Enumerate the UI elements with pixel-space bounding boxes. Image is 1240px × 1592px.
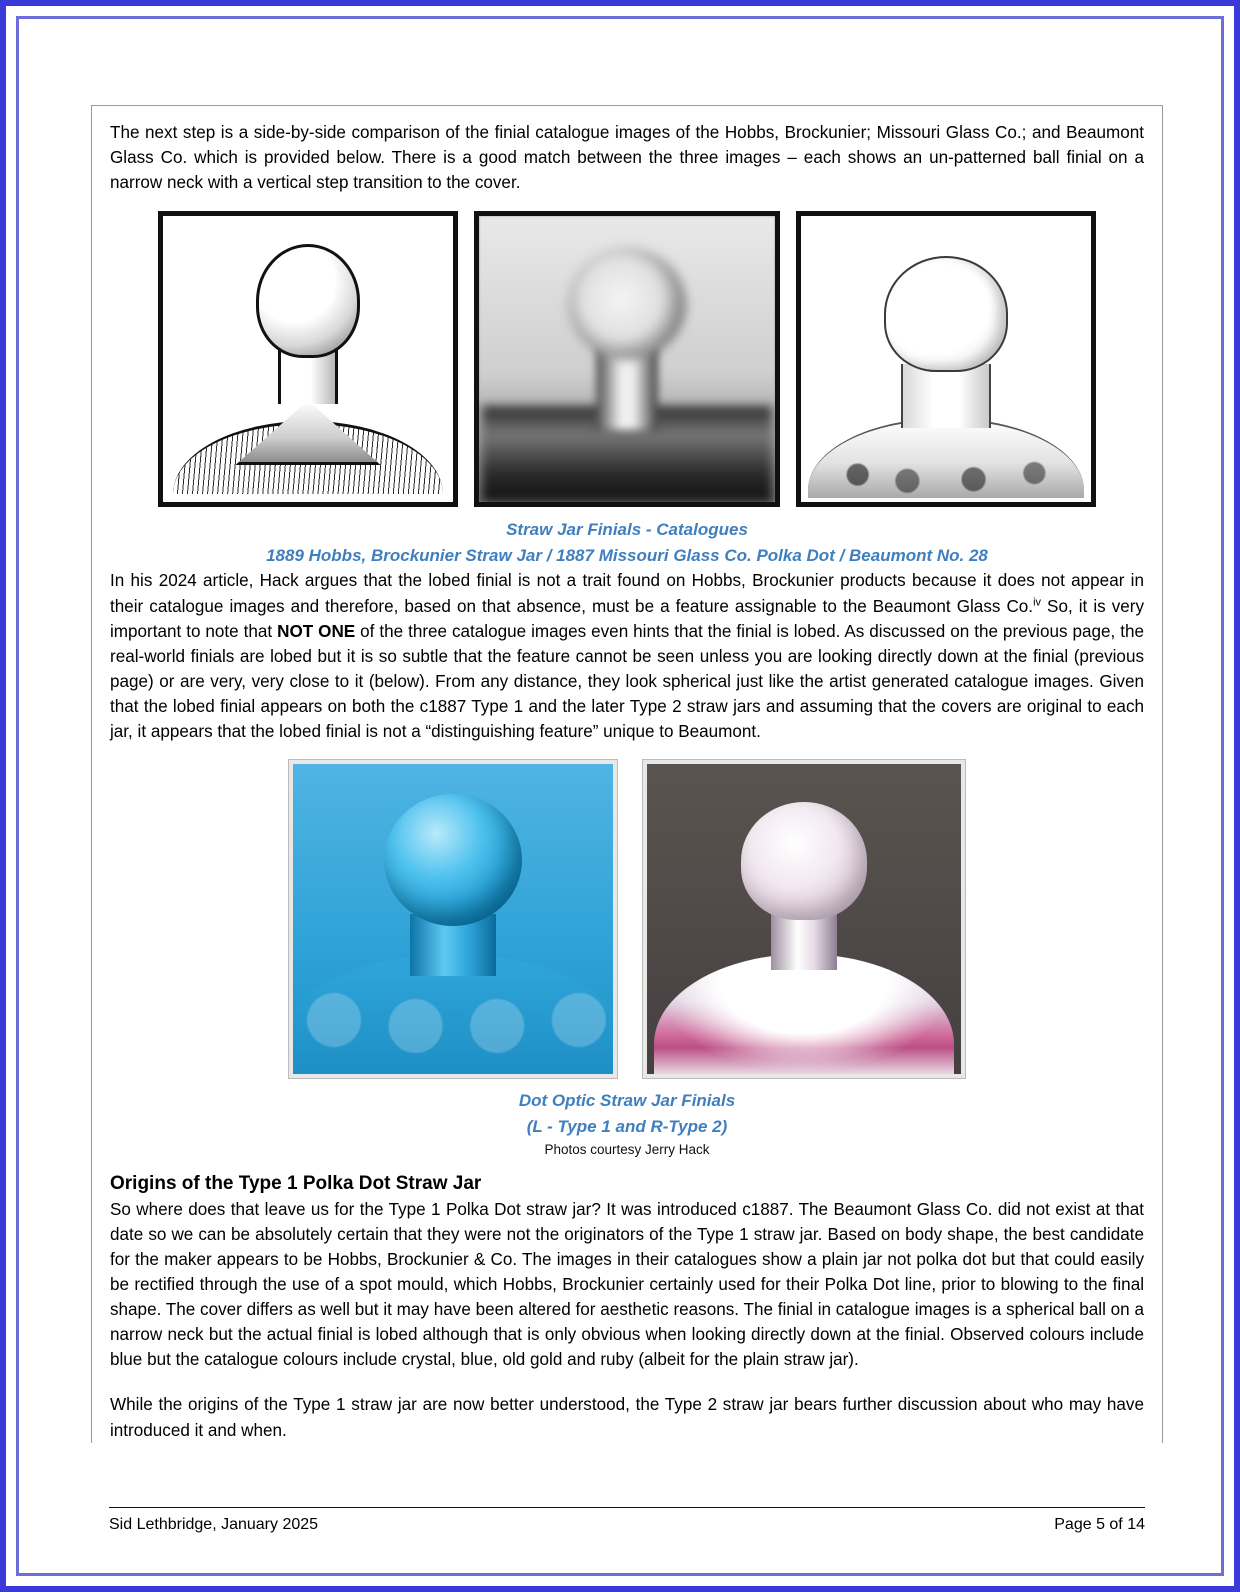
figure-2-caption (110, 1088, 1144, 1160)
photo-type-1-blue-finial (289, 760, 617, 1078)
type-1-finial-ball (384, 794, 522, 926)
type-2-finial-ball (741, 802, 867, 920)
paragraph-hack-part-2: So, it is very important to note that (110, 596, 1145, 641)
figure-catalogue-images (110, 211, 1144, 507)
beaumont-finial-neck (901, 364, 991, 428)
beaumont-finial-ball (884, 256, 1008, 372)
figure-2-caption-line-1: Dot Optic Straw Jar Finials (518, 1091, 736, 1111)
paragraph-closing: While the origins of the Type 1 straw jar are now better understood, the Type 2 straw jar bears further discussion about who may have introduced it and when. (110, 1395, 1144, 1440)
paragraph-hack-argument (110, 568, 1144, 744)
type-2-finial-neck (771, 914, 837, 970)
page-sheet (43, 43, 1197, 1549)
footnote-marker-iv: iv (1033, 595, 1042, 608)
paragraph-hack-part-3: of the three catalogue images even hints that the finial is lobed. As discussed on the previous page, the real-world finials are lobed but it is so subtle that the feature cannot be seen unless you are looking directly down at the finial (previous page) or are very, very close to it (below). From any distance, they look spherical just like the artist generated catalogue images. Given that the lobed finial appears on both the c1887 Type 1 and the later Type 2 straw jars and assuming that the covers are original to each jar, it appears that the lobed finial is not a “distinguishing feature” unique to Beaumont. (110, 621, 1144, 742)
page-footer (91, 1507, 1163, 1534)
paragraph-spacer (110, 1372, 1144, 1392)
footer-page-number: Page 5 of 14 (1054, 1516, 1145, 1533)
footer-author-date: Sid Lethbridge, January 2025 (109, 1516, 319, 1533)
paragraph-intro: The next step is a side-by-side comparison of the finial catalogue images of the Hobbs, Brockunier; Missouri Glass Co.; and Beaumont Glass Co. which is provided below. There is a good match between the three images – each shows an un-patterned ball finial on a narrow neck with a vertical step transition to the cover. (110, 123, 1144, 193)
catalogue-image-beaumont (796, 211, 1096, 507)
figure-2-photo-credit: Photos courtesy Jerry Hack (544, 1142, 710, 1158)
paragraph-hack-emphasis: NOT ONE (277, 621, 356, 641)
figure-1-caption-line-2: 1889 Hobbs, Brockunier Straw Jar / 1887 Missouri Glass Co. Polka Dot / Beaumont No. 28 (266, 545, 988, 565)
photo-type-2-crystal-finial (643, 760, 965, 1078)
figure-2-caption-line-2: (L - Type 1 and R-Type 2) (526, 1116, 728, 1136)
section-heading-origins: Origins of the Type 1 Polka Dot Straw Jar (110, 1172, 482, 1194)
beaumont-cover-dome (808, 418, 1084, 498)
document-content-box (91, 105, 1163, 1443)
figure-1-caption-line-1: Straw Jar Finials - Catalogues (506, 520, 748, 540)
missouri-finial-ball (568, 248, 686, 360)
paragraph-origins: So where does that leave us for the Type 1 Polka Dot straw jar? It was introduced c1887. The Beaumont Glass Co. did not exist at that date so we can be absolutely certain that they were not the originators of the Type 1 straw jar. Based on body shape, the best candidate for the maker appears to be Hobbs, Brockunier & Co. The images in their catalogues show a plain jar not polka dot but that could easily be rectified through the use of a spot mould, which Hobbs, Brockunier certainly used for their Polka Dot line, prior to blowing to the final shape. The cover differs as well but it may have been altered for aesthetic reasons. The finial in catalogue images is a spherical ball on a narrow neck but the actual finial is lobed although that is only obvious when looking directly down at the finial. Observed colours include blue but the catalogue colours include crystal, blue, old gold and ruby (albeit for the plain straw jar). (110, 1199, 1144, 1370)
catalogue-image-hobbs (158, 211, 458, 507)
paragraph-hack-part-1: In his 2024 article, Hack argues that the lobed finial is not a trait found on Hobbs, Brockunier products because it does not appear in their catalogue images and therefore, based on that absence, must be a feature assignable to the Beaumont Glass Co. (110, 571, 1144, 616)
page-border-inner (16, 16, 1224, 1576)
figure-1-caption (110, 517, 1144, 568)
figure-finial-photos (110, 760, 1144, 1078)
hobbs-finial-ball (256, 244, 360, 358)
catalogue-image-missouri (474, 211, 780, 507)
